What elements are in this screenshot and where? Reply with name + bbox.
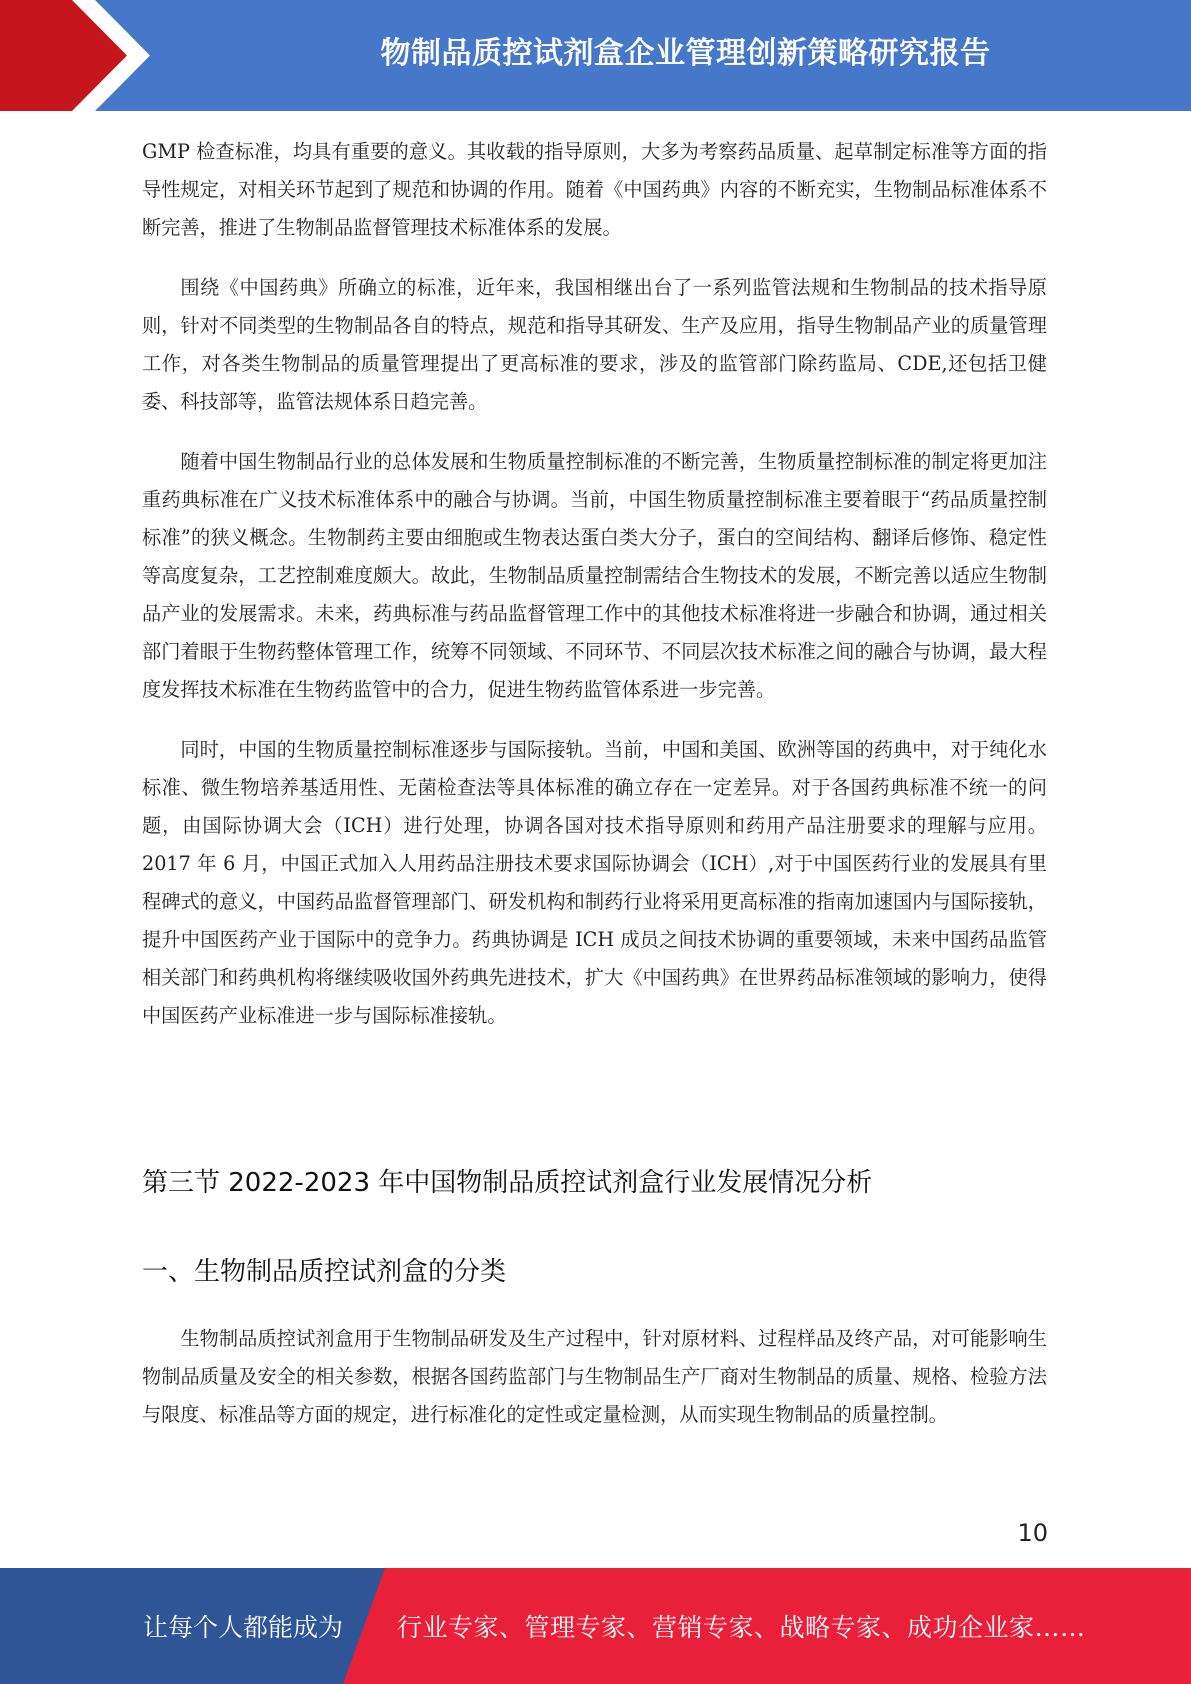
footer-slogan-right: 行业专家、管理专家、营销专家、战略专家、成功企业家……: [397, 1613, 1086, 1642]
section-heading: 第三节 2022-2023 年中国物制品质控试剂盒行业发展情况分析: [142, 1168, 873, 1198]
section-paragraph: 生物制品质控试剂盒用于生物制品研发及生产过程中，针对原材料、过程样品及终产品，对可能影响生物制品质量及安全的相关参数，根据各国药监部门与生物制品生产厂商对生物制品的质量、规格、检验方法与限度、标准品等方面的规定，进行标准化的定性或定量检测，从而实现生物制品的质量控制。: [142, 1327, 1047, 1426]
paragraph-3: 随着中国生物制品行业的总体发展和生物质量控制标准的不断完善，生物质量控制标准的制定将更加注重药典标准在广义技术标准体系中的融合与协调。当前，中国生物质量控制标准主要着眼于“药品质量控制标准”的狭义概念。生物制药主要由细胞或生物表达蛋白类大分子，蛋白的空间结构、翻译后修饰、稳定性等高度复杂，工艺控制难度颇大。故此，生物制品质量控制需结合生物技术的发展，不断完善以适应生物制品产业的发展需求。未来，药典标准与药品监督管理工作中的其他技术标准将进一步融合和协调，通过相关部门着眼于生物药整体管理工作，统筹不同领域、不同环节、不同层次技术标准之间的融合与协调，最大程度发挥技术标准在生物药监管中的合力，促进生物药监管体系进一步完善。: [142, 450, 1047, 701]
footer-slogan-left: 让每个人都能成为: [143, 1613, 344, 1642]
page-number: 10: [1017, 1519, 1048, 1547]
sub-heading: 一、生物制品质控试剂盒的分类: [142, 1257, 507, 1287]
paragraph-1: GMP 检查标准，均具有重要的意义。其收载的指导原则，大多为考察药品质量、起草制定标准等方面的指导性规定，对相关环节起到了规范和协调的作用。随着《中国药典》内容的不断充实，生物制品标准体系不断完善，推进了生物制品监督管理技术标准体系的发展。: [142, 140, 1047, 239]
report-title: 物制品质控试剂盒企业管理创新策略研究报告: [380, 36, 991, 71]
body-text: [142, 133, 1047, 1057]
section-body: [142, 1320, 1047, 1456]
header-chevron-icon: [0, 0, 160, 111]
page-footer: [0, 1568, 1191, 1684]
paragraph-4: 同时，中国的生物质量控制标准逐步与国际接轨。当前，中国和美国、欧洲等国的药典中，对于纯化水标准、微生物培养基适用性、无菌检查法等具体标准的确立存在一定差异。对于各国药典标准不统一的问题，由国际协调大会（ICH）进行处理，协调各国对技术指导原则和药用产品注册要求的理解与应用。2017 年 6 月，中国正式加入人用药品注册技术要求国际协调会（ICH）,对于中国医药行业的发展具有里程碑式的意义，中国药品监督管理部门、研发机构和制药行业将采用更高标准的指南加速国内与国际接轨，提升中国医药产业于国际中的竞争力。药典协调是 ICH 成员之间技术协调的重要领域，未来中国药品监管相关部门和药典机构将继续吸收国外药典先进技术，扩大《中国药典》在世界药品标准领域的影响力，使得中国医药产业标准进一步与国际标准接轨。: [142, 738, 1047, 1027]
paragraph-2: 围绕《中国药典》所确立的标准，近年来，我国相继出台了一系列监管法规和生物制品的技术指导原则，针对不同类型的生物制品各自的特点，规范和指导其研发、生产及应用，指导生物制品产业的质量管理工作，对各类生物制品的质量管理提出了更高标准的要求，涉及的监管部门除药监局、CDE,还包括卫健委、科技部等，监管法规体系日趋完善。: [142, 276, 1047, 413]
page-header: [0, 0, 1191, 111]
